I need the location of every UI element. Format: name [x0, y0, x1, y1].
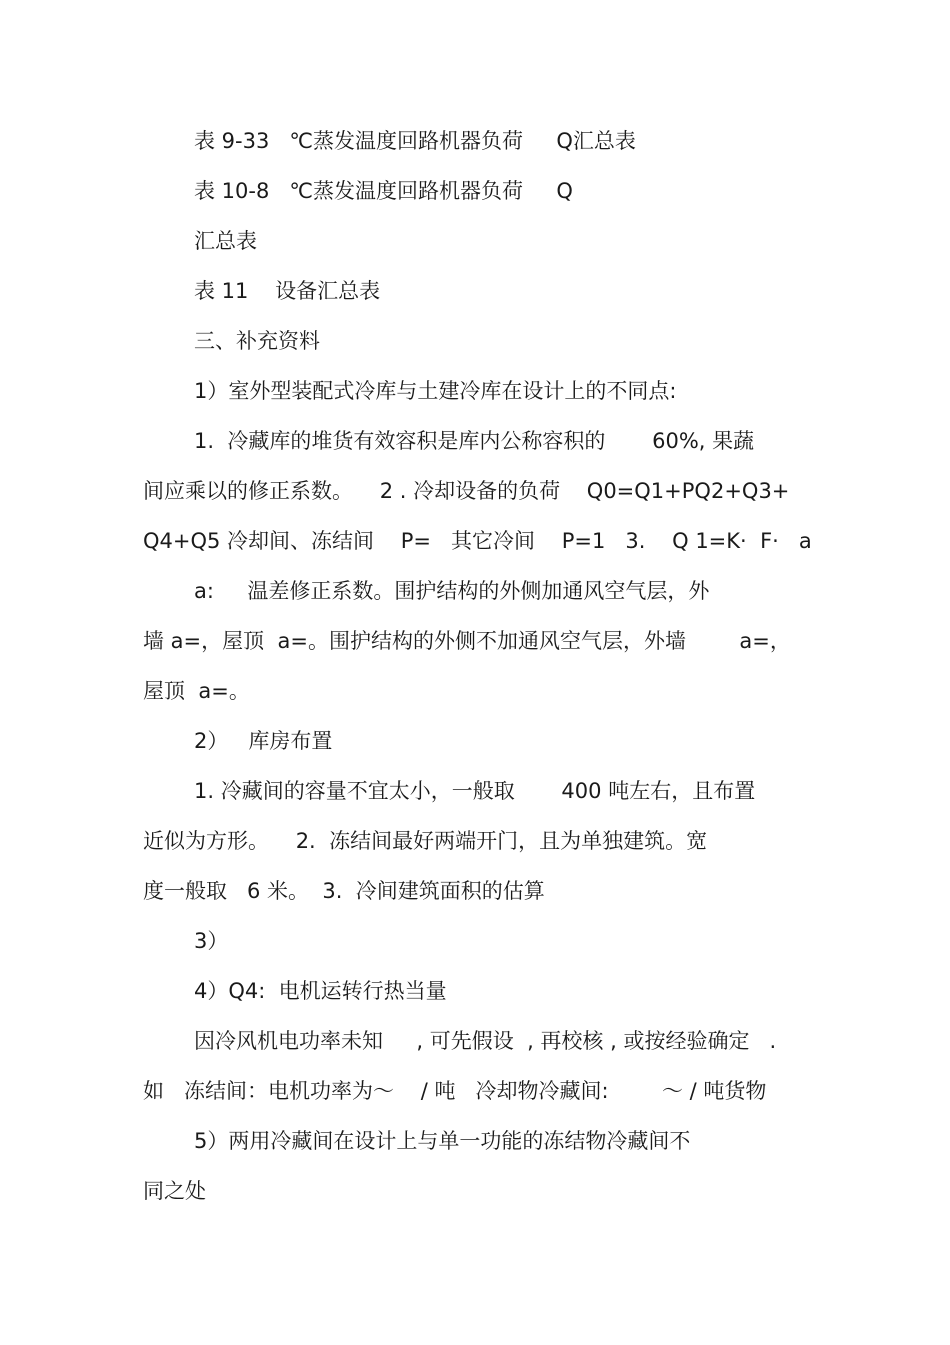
- section-heading: 三、补充资料: [194, 329, 320, 353]
- text-line: 屋顶 a=。: [143, 679, 250, 703]
- text-line: 近似为方形。 2. 冻结间最好两端开门，且为单独建筑。宽: [143, 829, 708, 853]
- text-line: 同之处: [143, 1179, 206, 1203]
- text-line: 3）: [194, 929, 229, 953]
- text-line: 5）两用冷藏间在设计上与单一功能的冻结物冷藏间不: [194, 1129, 691, 1153]
- text-line: 表 11 设备汇总表: [194, 279, 381, 303]
- text-line: a: 温差修正系数。围护结构的外侧加通风空气层，外: [194, 579, 710, 603]
- text-line: 度一般取 6 米。 3. 冷间建筑面积的估算: [143, 879, 545, 903]
- text-line: Q4+Q5 冷却间、冻结间 P= 其它冷间 P=1 3. Q 1=K· F· a: [143, 529, 812, 553]
- text-line: 表 10-8 ℃蒸发温度回路机器负荷 Q: [194, 179, 573, 203]
- text-line: 1. 冷藏库的堆货有效容积是库内公称容积的 60%, 果蔬: [194, 429, 755, 453]
- text-line: 1. 冷藏间的容量不宜太小，一般取 400 吨左右，且布置: [194, 779, 756, 803]
- text-line: 间应乘以的修正系数。 2 . 冷却设备的负荷 Q0=Q1+PQ2+Q3+: [143, 479, 790, 503]
- text-line: 4）Q4: 电机运转行热当量: [194, 979, 447, 1003]
- text-line: 如 冻结间：电机功率为～ / 吨 冷却物冷藏间: ～ / 吨货物: [143, 1079, 767, 1103]
- text-line: 汇总表: [194, 229, 257, 253]
- text-line: 2） 库房布置: [194, 729, 333, 753]
- text-line: 墙 a=，屋顶 a=。围护结构的外侧不加通风空气层，外墙 a=，: [143, 629, 791, 653]
- text-line: 表 9-33 ℃蒸发温度回路机器负荷 Q汇总表: [194, 129, 636, 153]
- text-line: 因冷风机电功率未知 , 可先假设 , 再校核 , 或按经验确定 .: [194, 1029, 777, 1053]
- text-line: 1）室外型装配式冷库与土建冷库在设计上的不同点:: [194, 379, 677, 403]
